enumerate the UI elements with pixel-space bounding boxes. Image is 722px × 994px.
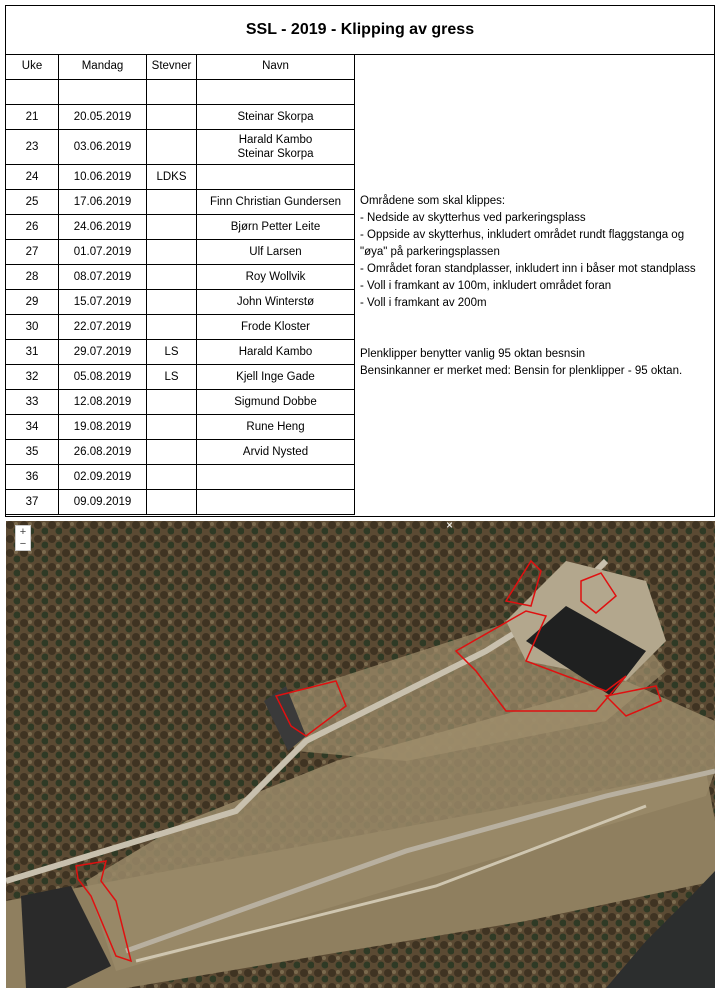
row-event <box>147 264 197 289</box>
row-event: LS <box>147 364 197 389</box>
person-name: Harald Kambo <box>238 133 313 146</box>
zoom-out-button[interactable]: − <box>19 538 27 550</box>
table-row <box>6 129 355 164</box>
close-icon[interactable]: × <box>446 521 454 532</box>
row-event <box>147 239 197 264</box>
person-name: Bjørn Petter Leite <box>230 220 321 233</box>
header-name: Navn <box>197 54 355 79</box>
row-event <box>147 489 197 514</box>
row-monday: 12.08.2019 <box>59 389 147 414</box>
row-monday: 29.07.2019 <box>59 339 147 364</box>
note-line: - Oppside av skytterhus, inkludert området rundt flaggstanga og <box>360 229 685 241</box>
fuel-note-line: Plenklipper benytter vanlig 95 oktan besnsin <box>360 348 586 360</box>
person-name: Steinar Skorpa <box>237 110 314 123</box>
row-week: 27 <box>6 239 59 264</box>
table-row <box>6 439 355 464</box>
row-monday: 15.07.2019 <box>59 289 147 314</box>
table-row <box>6 239 355 264</box>
row-week: 37 <box>6 489 59 514</box>
row-week: 31 <box>6 339 59 364</box>
row-name <box>197 289 355 314</box>
row-event <box>147 414 197 439</box>
row-monday: 02.09.2019 <box>59 464 147 489</box>
note-line: - Voll i framkant av 100m, inkludert området foran <box>360 280 612 292</box>
row-monday: 09.09.2019 <box>59 489 147 514</box>
zoom-in-button[interactable]: + <box>19 526 27 538</box>
row-name <box>197 464 355 489</box>
person-name: Kjell Inge Gade <box>236 370 315 383</box>
row-monday: 26.08.2019 <box>59 439 147 464</box>
row-monday: 22.07.2019 <box>59 314 147 339</box>
row-name <box>197 104 355 129</box>
row-name <box>197 239 355 264</box>
schedule-sheet <box>5 5 715 517</box>
table-row <box>6 264 355 289</box>
row-name <box>197 414 355 439</box>
fuel-note-line: Bensinkanner er merket med: Bensin for plenklipper - 95 oktan. <box>360 365 683 377</box>
sheet-title: SSL - 2019 - Klipping av gress <box>6 6 714 55</box>
person-name: Frode Kloster <box>240 320 311 333</box>
table-row <box>6 289 355 314</box>
table-row <box>6 489 355 514</box>
row-event <box>147 104 197 129</box>
row-name <box>197 189 355 214</box>
row-event <box>147 289 197 314</box>
row-event <box>147 314 197 339</box>
zoom-control <box>15 525 31 551</box>
row-event: LDKS <box>147 164 197 189</box>
person-name: Ulf Larsen <box>249 245 302 258</box>
schedule-table <box>6 54 355 515</box>
row-event <box>147 389 197 414</box>
note-line: - Voll i framkant av 200m <box>360 297 487 309</box>
row-week: 24 <box>6 164 59 189</box>
row-monday: 03.06.2019 <box>59 129 147 164</box>
row-name <box>197 439 355 464</box>
row-monday: 10.06.2019 <box>59 164 147 189</box>
row-week: 33 <box>6 389 59 414</box>
row-name <box>197 129 355 164</box>
row-monday: 19.08.2019 <box>59 414 147 439</box>
table-row <box>6 214 355 239</box>
row-event <box>147 439 197 464</box>
row-week: 32 <box>6 364 59 389</box>
row-week: 26 <box>6 214 59 239</box>
row-name <box>197 489 355 514</box>
row-week: 23 <box>6 129 59 164</box>
row-week: 28 <box>6 264 59 289</box>
table-row <box>6 339 355 364</box>
person-name: Steinar Skorpa <box>237 147 314 160</box>
person-name: Arvid Nysted <box>242 445 309 458</box>
table-row <box>6 104 355 129</box>
note-line: - Området foran standplasser, inkludert inn i båser mot standplass <box>360 263 696 275</box>
table-row <box>6 464 355 489</box>
person-name: Rune Heng <box>246 420 305 433</box>
schedule-body <box>6 104 355 514</box>
row-event <box>147 129 197 164</box>
table-row <box>6 364 355 389</box>
person-name: John Winterstø <box>236 295 315 308</box>
table-row <box>6 414 355 439</box>
row-week: 29 <box>6 289 59 314</box>
row-monday: 01.07.2019 <box>59 239 147 264</box>
row-monday: 17.06.2019 <box>59 189 147 214</box>
row-week: 36 <box>6 464 59 489</box>
row-event: LS <box>147 339 197 364</box>
area-list <box>360 193 712 312</box>
row-name <box>197 214 355 239</box>
aerial-map[interactable] <box>6 521 715 988</box>
header-week: Uke <box>6 54 59 79</box>
row-name <box>197 339 355 364</box>
note-line: - Nedside av skytterhus ved parkeringsplass <box>360 212 586 224</box>
row-week: 30 <box>6 314 59 339</box>
table-row <box>6 389 355 414</box>
person-name: Finn Christian Gundersen <box>209 195 342 208</box>
row-monday: 08.07.2019 <box>59 264 147 289</box>
row-name <box>197 264 355 289</box>
row-week: 35 <box>6 439 59 464</box>
note-line: Områdene som skal klippes: <box>360 195 506 207</box>
person-name: Sigmund Dobbe <box>234 395 317 408</box>
row-monday: 24.06.2019 <box>59 214 147 239</box>
row-name <box>197 364 355 389</box>
row-name <box>197 389 355 414</box>
person-name: Harald Kambo <box>238 345 313 358</box>
note-line: "øya" på parkeringsplassen <box>360 246 500 258</box>
row-monday: 05.08.2019 <box>59 364 147 389</box>
aerial-photo <box>6 521 715 988</box>
row-week: 34 <box>6 414 59 439</box>
row-event <box>147 189 197 214</box>
header-monday: Mandag <box>59 54 147 79</box>
header-event: Stevner <box>147 54 197 79</box>
row-name <box>197 164 355 189</box>
table-row <box>6 189 355 214</box>
fuel-notes <box>360 346 712 380</box>
table-row <box>6 164 355 189</box>
row-monday: 20.05.2019 <box>59 104 147 129</box>
table-row <box>6 314 355 339</box>
person-name: Roy Wollvik <box>245 270 306 283</box>
row-event <box>147 214 197 239</box>
row-week: 25 <box>6 189 59 214</box>
blank-row <box>6 79 355 104</box>
row-week: 21 <box>6 104 59 129</box>
mowing-notes <box>360 193 712 380</box>
row-event <box>147 464 197 489</box>
row-name <box>197 314 355 339</box>
